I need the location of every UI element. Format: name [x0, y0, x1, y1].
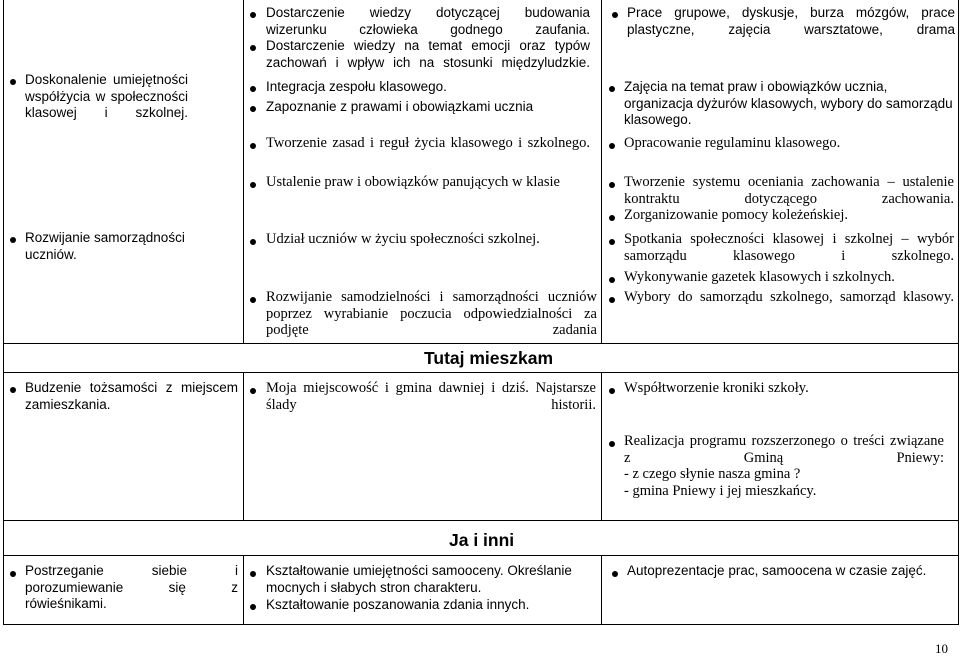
row-divider: [3, 555, 959, 556]
column-divider-2: [601, 0, 602, 343]
bullet: [609, 143, 615, 149]
table-border-right: [958, 0, 959, 625]
bullet: [10, 237, 16, 243]
content-text: Tworzenie zasad i reguł życia klasowego i szkolnego.: [266, 135, 590, 151]
activity-text: Zajęcia na temat praw i obowiązków ucznia, organizacja dyżurów klasowych, wybory do samorządu klasowego.: [624, 79, 953, 127]
activity-text: Współtworzenie kroniki szkoły.: [624, 380, 809, 396]
table-border-left: [3, 0, 4, 625]
column-divider-1: [243, 372, 244, 520]
activity-text: Wybory do samorządu szkolnego, samorząd klasowy.: [624, 289, 954, 305]
content-text: Moja miejscowość i gmina dawniej i dziś. Najstarsze ślady historii.: [266, 380, 596, 413]
activity-text: Prace grupowe, dyskusje, burza mózgów, prace plastyczne, zajęcia warsztatowe, drama: [627, 5, 955, 37]
bullet: [609, 239, 615, 245]
bullet: [10, 571, 16, 577]
bullet: [250, 297, 256, 303]
bullet: [250, 106, 256, 112]
goal-text: Postrzeganie siebie i porozumiewanie się z rówieśnikami.: [25, 563, 238, 611]
column-divider-1: [243, 0, 244, 343]
bullet: [250, 143, 256, 149]
row-divider: [3, 372, 959, 373]
bullet: [609, 215, 615, 221]
content-text: Ustalenie praw i obowiązków panujących w klasie: [266, 174, 560, 190]
bullet: [609, 182, 615, 188]
bullet: [10, 387, 16, 393]
bullet: [609, 277, 615, 283]
table-border-bottom: [3, 624, 959, 625]
activity-text: Tworzenie systemu oceniania zachowania – ustalenie kontraktu dotyczącego zachowania.: [624, 174, 954, 207]
bullet: [250, 571, 256, 577]
section-header: Ja i inni: [449, 530, 515, 550]
bullet: [250, 86, 256, 92]
content-text: Udział uczniów w życiu społeczności szkolnej.: [266, 231, 540, 247]
content-text: Kształtowanie poszanowania zdania innych.: [266, 597, 530, 612]
goal-text: Rozwijanie samorządności uczniów.: [25, 230, 185, 262]
content-text: Rozwijanie samodzielności i samorządności uczniów poprzez wyrabianie poczucia odpowiedzialności za podjęte zadania: [266, 289, 597, 338]
goal-text: Budzenie tożsamości z miejscem zamieszkania.: [25, 380, 238, 412]
column-divider-2: [601, 372, 602, 520]
content-text: Zapoznanie z prawami i obowiązkami ucznia: [266, 99, 534, 114]
bullet: [609, 297, 615, 303]
column-divider-1: [243, 555, 244, 625]
bullet: [609, 86, 615, 92]
bullet: [250, 604, 256, 610]
section-header: Tutaj mieszkam: [424, 348, 554, 368]
bullet: [250, 388, 256, 394]
bullet: [609, 441, 615, 447]
activity-text: Opracowanie regulaminu klasowego.: [624, 135, 841, 151]
activity-text: - z czego słynie nasza gmina ?: [624, 466, 801, 482]
activity-text: Autoprezentacje prac, samoocena w czasie zajęć.: [627, 563, 927, 578]
activity-text: Realizacja programu rozszerzonego o treści związane z Gminą Pniewy:: [624, 433, 944, 466]
bullet: [612, 12, 618, 18]
bullet: [609, 388, 615, 394]
content-text: Dostarczenie wiedzy na temat emocji oraz typów zachowań i wpływ ich na stosunki międzyludzkie.: [266, 38, 590, 70]
bullet: [10, 79, 16, 85]
bullet: [250, 45, 256, 51]
activity-text: - gmina Pniewy i jej mieszkańcy.: [624, 483, 817, 499]
bullet: [250, 182, 256, 188]
content-text: Integracja zespołu klasowego.: [266, 79, 447, 94]
column-divider-2: [601, 555, 602, 625]
row-divider: [3, 520, 959, 521]
row-divider: [3, 343, 959, 344]
bullet: [250, 239, 256, 245]
activity-text: Spotkania społeczności klasowej i szkolnej – wybór samorządu klasowego i szkolnego.: [624, 231, 954, 264]
bullet: [612, 571, 618, 577]
activity-text: Wykonywanie gazetek klasowych i szkolnych.: [624, 269, 895, 285]
goal-text: Doskonalenie umiejętności współżycia w społeczności klasowej i szkolnej.: [25, 72, 188, 120]
content-text: Kształtowanie umiejętności samooceny. Określanie mocnych i słabych stron charakteru.: [266, 563, 572, 595]
content-text: Dostarczenie wiedzy dotyczącej budowania wizerunku człowieka godnego zaufania.: [266, 5, 590, 37]
page-number: 10: [935, 641, 948, 656]
bullet: [250, 12, 256, 18]
activity-text: Zorganizowanie pomocy koleżeńskiej.: [624, 207, 849, 223]
